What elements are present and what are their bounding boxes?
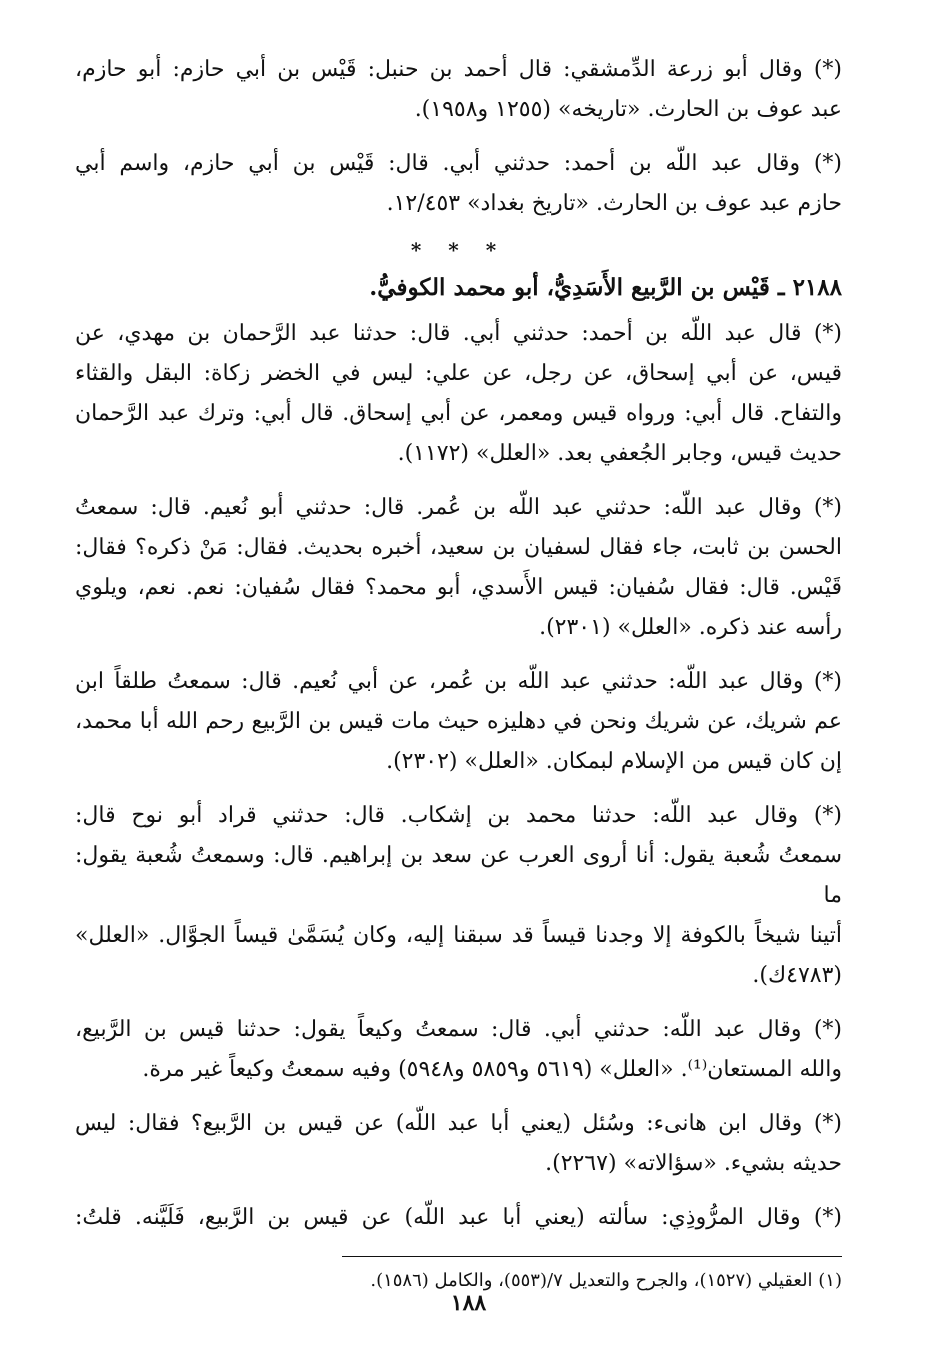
- text-line: حديثه بشيء. «سؤالاته» (٢٢٦٧).: [545, 1151, 842, 1176]
- text-line: سمعتُ شُعبة يقول: أنا أروى العرب عن سعد بن إبراهيم. قال: وسمعتُ شُعبة يقول: ما: [75, 843, 842, 908]
- text-line: (٤٧٨٣ك).: [752, 963, 842, 988]
- footnote: (١) العقيلي (١٥٢٧)، والجرح والتعديل ٧/(٥٥٣)، والكامل (١٥٨٦).: [370, 1270, 842, 1291]
- text-line: الحسن بن ثابت، جاء فقال لسفيان بن سعيد، أخبره بحديث. فقال: مَنْ ذكره؟ فقال:: [75, 535, 842, 560]
- text-line: (*) قال عبد اللّه بن أحمد: حدثني أبي. قال: حدثنا عبد الرَّحمان بن مهدي، عن: [75, 321, 842, 346]
- page-number: ١٨٨: [450, 1290, 487, 1316]
- text-line: قيس، عن أبي إسحاق، عن رجل، عن علي: ليس في الخضر زكاة: البقل والقثاء: [75, 361, 842, 386]
- footnote-divider: [342, 1256, 842, 1257]
- text-line: عم شريك، عن شريك ونحن في دهليزه حيث مات قيس بن الرَّبيع رحم الله أبا محمد،: [75, 709, 843, 734]
- text-line: (*) وقال عبد اللّه: حدثني عبد اللّه بن عُمر. قال: حدثني أبو نُعيم. قال: سمعتُ: [75, 495, 842, 520]
- paragraph: [75, 796, 842, 996]
- text-line: أتينا شيخاً بالكوفة إلا وجدنا قيساً قد سبقنا إليه، وكان يُسَمَّىٰ قيساً الجوَّال. «العلل»: [75, 923, 842, 948]
- paragraph: [75, 662, 842, 782]
- section-separator: * * *: [410, 238, 507, 262]
- text-line: قَيْس. قال: فقال سُفيان: قيس الأَسدي، أبو محمد؟ فقال سُفيان: نعم. نعم، ويلوي: [75, 575, 842, 600]
- paragraph: [75, 1198, 842, 1238]
- text-line: حازم عبد عوف بن الحارث. «تاريخ بغداد» ١٢/٤٥٣.: [386, 191, 842, 216]
- text-line: (*) وقال المرُّوذِي: سألته (يعني أبا عبد اللّه) عن قيس بن الرَّبيع، فَلَيَّنه. قلتُ:: [75, 1205, 842, 1230]
- text-line: إن كان قيس من الإسلام لبمكان. «العلل» (٢٣٠٢).: [386, 749, 842, 774]
- text-line: حديث قيس، وجابر الجُعفي بعد. «العلل» (١١٧٢).: [397, 441, 842, 466]
- paragraph: [75, 314, 842, 474]
- text-line: (*) وقال عبد اللّه بن أحمد: حدثني أبي. قال: قَيْس بن أبي حازم، واسم أبي: [75, 151, 842, 176]
- text-line: (*) وقال أبو زرعة الدِّمشقي: قال أحمد بن حنبل: قَيْس بن أبي حازم: أبو حازم،: [75, 57, 842, 82]
- text-line: (*) وقال عبد اللّه: حدثنا محمد بن إشكاب. قال: حدثني قراد أبو نوح قال:: [75, 803, 842, 828]
- text-line: والتفاح. قال أبي: ورواه قيس ومعمر، عن أبي إسحاق. قال أبي: وترك عبد الرَّحمان: [75, 401, 842, 426]
- paragraph: [75, 144, 842, 224]
- text-line: والله المستعان⁽¹⁾. «العلل» (٥٦١٩ و٥٨٥٩ و٥٩٤٨) وفيه سمعتُ وكيعاً غير مرة.: [142, 1057, 842, 1082]
- text-line: رأسه عند ذكره. «العلل» (٢٣٠١).: [539, 615, 842, 640]
- text-line: (*) وقال عبد اللّه: حدثني عبد اللّه بن عُمر، عن أبي نُعيم. قال: سمعتُ طلقاً ابن: [75, 669, 842, 694]
- text-line: عبد عوف بن الحارث. «تاريخه» (١٢٥٥ و١٩٥٨).: [414, 97, 842, 122]
- text-line: (*) وقال ابن هانىء: وسُئل (يعني أبا عبد اللّه) عن قيس بن الرَّبيع؟ فقال: ليس: [75, 1111, 842, 1136]
- entry-heading: ٢١٨٨ ـ قَيْس بن الرَّبيع الأَسَدِيُّ، أبو محمد الكوفيُّ.: [369, 274, 842, 301]
- paragraph: [75, 50, 842, 130]
- text-line: (*) وقال عبد اللّه: حدثني أبي. قال: سمعتُ وكيعاً يقول: حدثنا قيس بن الرَّبيع،: [75, 1017, 842, 1042]
- entry-paragraphs: [75, 314, 842, 1238]
- paragraph: [75, 488, 842, 648]
- paragraph: [75, 1010, 842, 1090]
- paragraph: [75, 1104, 842, 1184]
- top-paragraphs: [75, 50, 842, 224]
